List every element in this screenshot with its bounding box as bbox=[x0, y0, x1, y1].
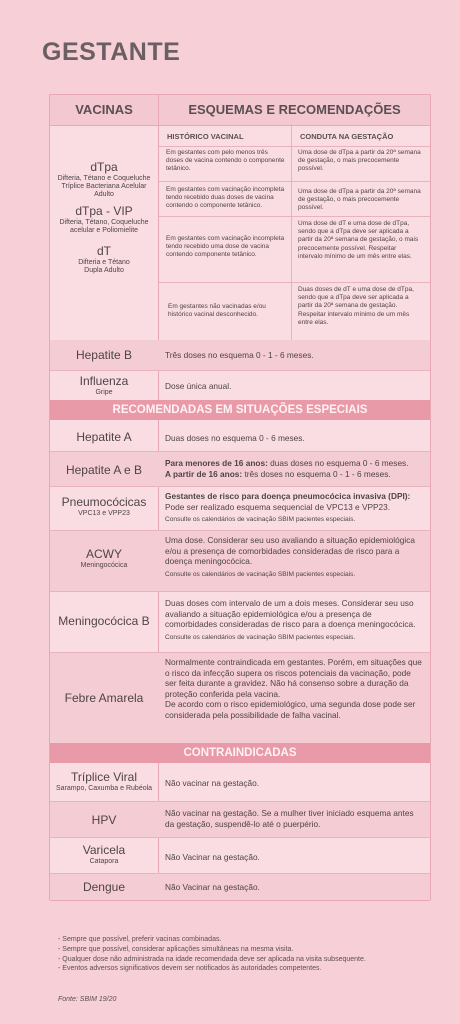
vaccine-pneumo: Pneumocócicas VPC13 e VPP23 bbox=[61, 495, 147, 517]
table-row bbox=[50, 763, 430, 802]
vaccine-dengue: Dengue bbox=[82, 880, 126, 894]
vaccine-hepa: Hepatite A bbox=[76, 430, 132, 444]
scheme-text: Não Vacinar na gestação. bbox=[165, 852, 260, 862]
vaccine-menb: Meningocócica B bbox=[58, 614, 150, 628]
table-row bbox=[50, 653, 430, 744]
scheme-text: Duas doses no esquema 0 - 6 meses. bbox=[165, 433, 305, 443]
table-row bbox=[50, 371, 430, 401]
vaccine-hepab: Hepatite A e B bbox=[65, 463, 143, 477]
conduct-cell: Duas doses de dT e uma dose de dTpa, sendo que a dTpa deve ser aplicada a partir da 20ª semana de gestação. Respeitar intervalo mínimo de um mês entre elas. bbox=[298, 286, 414, 326]
scheme-text: Não vacinar na gestação. bbox=[165, 778, 260, 788]
table-header bbox=[50, 94, 430, 126]
conduct-cell: Uma dose de dTpa a partir da 20ª semana de gestação, o mais precocemente possível. bbox=[298, 149, 421, 173]
header-vacinas: VACINAS bbox=[50, 95, 159, 125]
scheme-text: Duas doses com intervalo de um a dois meses. Considerar seu uso avaliando a situação epidemiológica e/ou a presença de comorbidades consideradas de risco para a doença meningocócica. Consulte os calendários de vacinação SBIM pacientes especiais. bbox=[165, 598, 416, 641]
scheme-text: Normalmente contraindicada em gestantes. Porém, em situações que o risco da infecção supera os riscos potenciais da vacinação, pode ser feita durante a gravidez. Não há consenso sobre a duração da proteção conferida pela vacina. De acordo com o risco epidemiológico, uma segunda dose pode ser considerada pela possibilidade de falha vacinal. bbox=[165, 657, 422, 720]
table-row bbox=[50, 452, 430, 487]
table-row bbox=[50, 420, 430, 452]
scheme-text: Três doses no esquema 0 - 1 - 6 meses. bbox=[165, 350, 314, 360]
table-row bbox=[50, 592, 430, 653]
history-cell: Em gestantes com vacinação incompleta tendo recebido uma dose de vacina contendo componente tetânico. bbox=[166, 235, 285, 259]
table-row bbox=[50, 802, 430, 838]
history-cell: Em gestantes não vacinadas e/ou histórico vacinal desconhecido. bbox=[168, 303, 266, 319]
scheme-text: Uma dose. Considerar seu uso avaliando a situação epidemiológica e/ou a presença de comorbidades consideradas de risco para a doença meningocócica. Consulte os calendários de vacinação SBIM pacientes especiais. bbox=[165, 535, 415, 578]
page-title: GESTANTE bbox=[42, 38, 181, 66]
history-cell: Em gestantes com pelo menos três doses de vacina contendo o componente tetânico. bbox=[166, 149, 285, 173]
vaccine-dt: dT Difteria e Tétano Dupla Adulto bbox=[78, 244, 130, 274]
footnotes: - Sempre que possível, preferir vacinas combinadas. - Sempre que possível, considerar aplicações simultâneas na mesma visita. - Qualquer dose não administrada na idade recomendada deve ser aplicada na visita subsequente. - Eventos adversos significativos devem ser notificados às autoridades competentes. bbox=[58, 936, 366, 973]
vaccine-yf: Febre Amarela bbox=[64, 691, 144, 705]
vaccine-varicela: Varicela Catapora bbox=[82, 843, 126, 865]
table-row bbox=[50, 838, 430, 874]
subheader-history: HISTÓRICO VACINAL bbox=[167, 132, 244, 141]
history-cell: Em gestantes com vacinação incompleta tendo recebido duas doses de vacina contendo o componente tetânico. bbox=[166, 186, 285, 210]
table-row bbox=[50, 124, 430, 341]
table-row bbox=[50, 531, 430, 592]
vaccine-triplice: Tríplice Viral Sarampo, Caxumba e Rubéola bbox=[55, 770, 153, 792]
scheme-text: Para menores de 16 anos: duas doses no esquema 0 - 6 meses. A partir de 16 anos: três doses no esquema 0 - 1 - 6 meses. bbox=[165, 458, 409, 479]
scheme-text: Não Vacinar na gestação. bbox=[165, 882, 260, 892]
header-esquemas: ESQUEMAS E RECOMENDAÇÕES bbox=[188, 102, 401, 117]
vaccine-dtpa: dTpa Difteria, Tétano e Coqueluche Tríplice Bacteriana Acelular Adulto bbox=[57, 160, 151, 198]
scheme-text: Gestantes de risco para doença pneumocócica invasiva (DPI): Pode ser realizado esquema sequencial de VPC13 e VPP23. Consulte os calendários de vacinação SBIM pacientes especiais. bbox=[165, 491, 411, 523]
vaccine-hpv: HPV bbox=[91, 813, 117, 827]
scheme-text: Dose única anual. bbox=[165, 381, 232, 391]
vaccine-hepb: Hepatite B bbox=[75, 348, 133, 362]
table-row bbox=[50, 874, 430, 901]
vaccine-table bbox=[49, 94, 431, 900]
subheader-conduct: CONDUTA NA GESTAÇÃO bbox=[300, 132, 394, 141]
scheme-text: Não vacinar na gestação. Se a mulher tiver iniciado esquema antes da gestação, suspendê-lo até o puerpério. bbox=[165, 808, 414, 829]
vaccine-dtpa-vip: dTpa - VIP Difteria, Tétano, Coqueluche acelular e Poliomielite bbox=[59, 204, 149, 234]
table-row bbox=[50, 340, 430, 371]
conduct-cell: Uma dose de dTpa a partir da 20ª semana de gestação, o mais precocemente possível. bbox=[298, 188, 421, 212]
conduct-cell: Uma dose de dT e uma dose de dTpa, sendo que a dTpa deve ser aplicada a partir da 20ª semana de gestação, o mais precocemente possível. Respeitar intervalo mínimo de um mês entre elas. bbox=[298, 220, 419, 260]
vaccine-acwy: ACWY Meningocócica bbox=[80, 547, 128, 569]
band-special: RECOMENDADAS EM SITUAÇÕES ESPECIAIS bbox=[50, 400, 430, 420]
source-note: Fonte: SBIM 19/20 bbox=[58, 996, 117, 1003]
vaccine-influenza: Influenza Gripe bbox=[79, 374, 129, 396]
table-row bbox=[50, 487, 430, 531]
band-contra: CONTRAINDICADAS bbox=[50, 743, 430, 763]
